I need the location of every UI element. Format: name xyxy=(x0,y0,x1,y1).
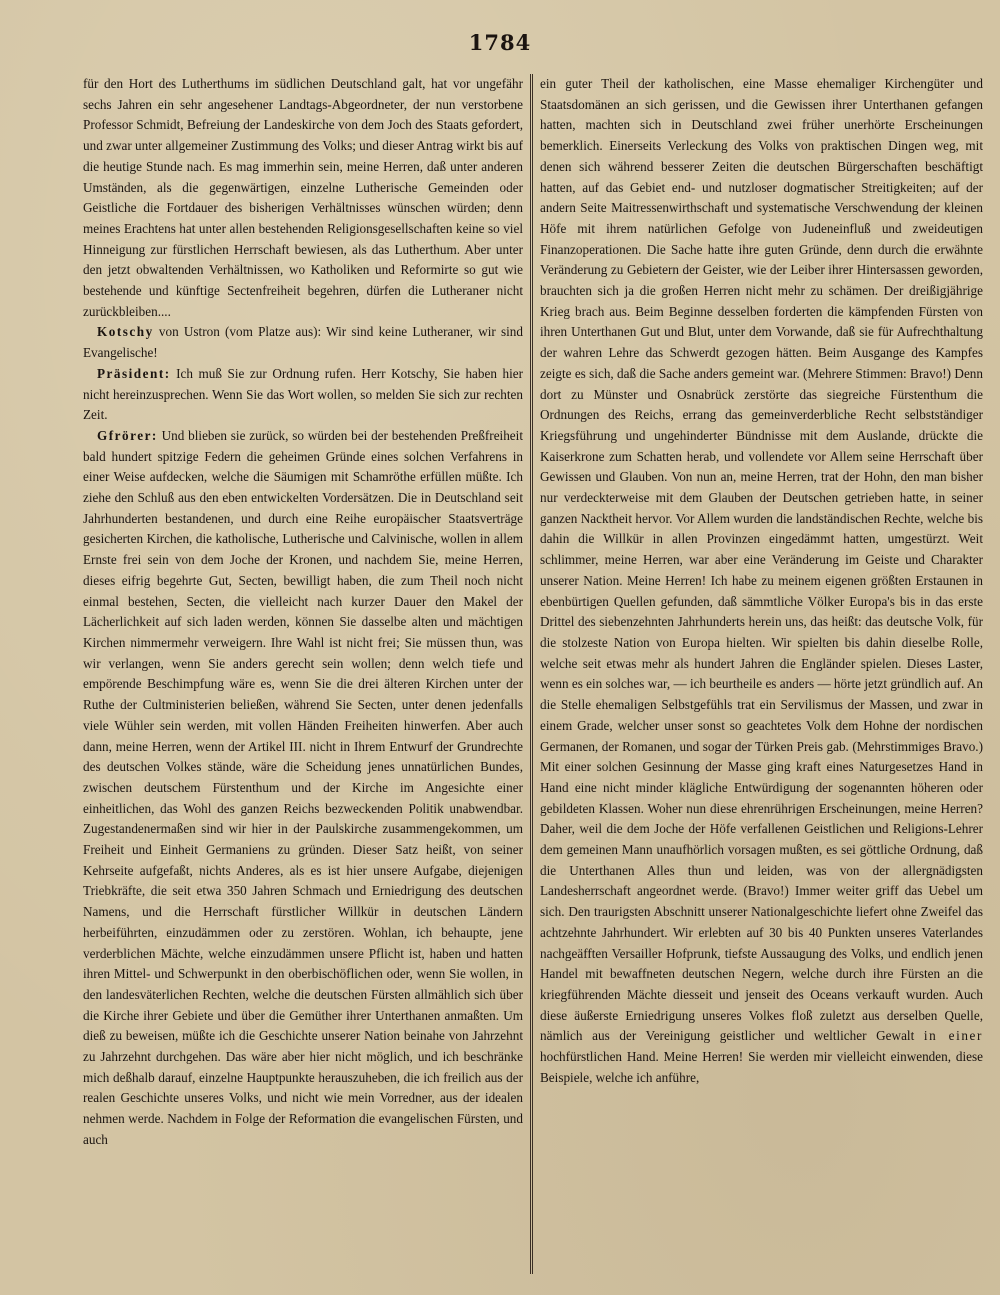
speaker-name: Gfrörer: xyxy=(97,427,158,443)
paragraph xyxy=(83,426,523,1151)
speech-text: von Ustron (vom Platze aus): Wir sind keine Lutheraner, wir sind Evangelische! xyxy=(83,324,523,361)
paragraph: für den Hort des Lutherthums im südlichen Deutschland galt, hat vor ungefähr sechs Jahren ein sehr angesehener Landtags-Abgeordneter, der nun verstorbene Professor Schmidt, Befreiung der Landeskirche von dem Joch des Staats gefordert, und zwar unter allgemeiner Zustimmung des Volks; und dieser Antrag wirkt bis auf die heutige Stunde nach. Es mag immerhin sein, meine Herren, daß unter anderen Umständen, als die gegenwärtigen, einzelne Lutherische Gemeinden oder Geistliche die Fortdauer des bisherigen Verhältnisses wünschen würden; denn meines Erachtens hat unter allen bestehenden Religionsgesellschaften keine so viel Hinneigung zur fürstlichen Herrschaft bewiesen, als das Lutherthum. Aber unter den jetzt obwaltenden Verhältnissen, wo Katholiken und Reformirte so gut wie bestehende und künftige Sectenfreiheit begehren, dürfen die Lutheraner nicht zurückbleiben.... xyxy=(83,76,523,319)
right-column xyxy=(540,74,983,1279)
speech-text: Ich muß Sie zur Ordnung rufen. Herr Kotschy, Sie haben hier nicht hereinzusprechen. Wenn Sie das Wort wollen, so melden Sie sich zur rechten Zeit. xyxy=(83,365,523,423)
speech-text: hochfürstlichen Hand. Meine Herren! Sie werden mir vielleicht einwenden, diese Beispiele, welche ich anführe, xyxy=(540,1049,983,1085)
speech-text: Und blieben sie zurück, so würden bei der bestehenden Preßfreiheit bald hundert spitzige Federn die geheimen Gründe eines solchen Verfahrens in einer Weise aufdecken, welche die Säumigen mit Schamröthe erfüllen müßte. Ich ziehe den Schluß aus den eben entwickelten Vordersätzen. Die in Deutschland seit Jahrhunderten bestandenen, und durch eine Reihe europäischer Staatsverträge gesicherten Kirchen, die katholische, Lutherische und Calvinische, wollen in allem Ernste frei sein von dem Joche der Kronen, und nachdem Sie, meine Herren, dieses eifrig begehrte Gut, Secten, bewilligt haben, die zum Theil noch nicht einmal bestehen, Secten, die vielleicht nach kurzer Dauer den Makel der Lächerlichkeit auf sich laden werden, können Sie dasselbe alten und mächtigen Kirchen nimmermehr verweigern. Ihre Wahl ist nicht frei; Sie müssen thun, was wir verlangen, wenn Sie anders gerecht sein wollen; denn welch tiefe und empörende Beschimpfung wäre es, wenn Sie die drei älteren Kirchen unter der Ruthe der Cultministerien beließen, während Sie Secten, unter denen jedenfalls viele Wühler sein werden, mit vollen Händen Freiheiten hinwerfen. Aber auch dann, meine Herren, wenn der Artikel III. nicht in Ihrem Entwurf der Grundrechte des deutschen Volkes stände, wäre die Scheidung jenes unnatürlichen Bundes, zwischen deutschem Fürstenthum und der Kirche im Angesichte einer einheitlichen, das Wohl des ganzen Reichs bezweckenden Politik unabwendbar. Zugestandenermaßen sind wir hier in der Paulskirche zusammengekommen, um Freiheit und Einheit Germaniens zu gründen. Dieser Satz heißt, von seiner Kehrseite aufgefaßt, nichts Anderes, als es ist hier unsere Aufgabe, diejenigen Triebkräfte, die seit etwa 350 Jahren Schmach und Erniedrigung des deutschen Namens, und die Herrschaft fürstlicher Willkür in deutschen Ländern herbeiführten, einzudämmen oder zu zerstören. Wohlan, ich behaupte, jene verderblichen Mächte, welche einzudämmen unsere Pflicht ist, haben und hatten ihren Mittel- und Schwerpunkt in den oberbischöflichen oder, wenn Sie wollen, in den landesväterlichen Rechten, welche die deutschen Fürsten allmählich sich über die Kirche ihrer Gebiete und über die Gemüther ihrer Unterthanen anmaßten. Um dieß zu beweisen, müßte ich die Geschichte unserer Nation beinahe von Jahrzehnt zu Jahrzehnt durchgehen. Das wäre aber hier nicht möglich, und ich beschränke mich deßhalb darauf, einzelne Hauptpunkte herauszuheben, die ich freilich aus der realen Geschichte unseres Volks, und nicht wie mein Vorredner, aus der idealen nehmen werde. Nachdem in Folge der Reformation die evangelischen Fürsten, und auch xyxy=(83,427,523,1147)
emphasis-text: in einer xyxy=(923,1028,983,1044)
paragraph xyxy=(83,322,523,363)
page-number: 1784 xyxy=(468,30,532,55)
paragraph xyxy=(83,364,523,426)
speaker-name: Kotschy xyxy=(97,324,154,340)
paragraph xyxy=(540,74,983,1088)
speech-text: ein guter Theil der katholischen, eine Masse ehemaliger Kirchengüter und Staatsdomänen an sich gerissen, und die Gewissen ihrer Unterthanen gefangen hatten, machten sich in Deutschland zwei früher unerhörte Erscheinungen bemerklich. Einerseits Verleckung des Volks von praktischen Dingen weg, mit denen sich während besserer Zeiten die deutschen Bürgerschaften beschäftigt hatten, auf das Gebiet end- und nutzloser dogmatischer Streitigkeiten; auf der andern Seite Maitressenwirthschaft und systematische Verschwendung der kleinen Höfe mit ihrem natürlichen Gefolge von Judeneinfluß und zweideutigen Finanzoperationen. Die Sache hatte ihre guten Gründe, denn durch die erwähnte Veränderung zu Gebietern der Geister, wie der Leiber ihrer Hintersassen geworden, brauchten sich ja die großen Herren nicht mehr zu schämen. Der dreißigjährige Krieg brach aus. Beim Beginne desselben forderten die kämpfenden Fürsten von ihren Unterthanen Gut und Blut, unter dem Vorwande, daß sie für Aufrechthaltung der wahren Lehre das Schwerdt gezogen hätten. Beim Ausgange des Kampfes zeigte es sich, daß die Sache anders gemeint war. (Mehrere Stimmen: Bravo!) Denn dort zu Münster und Osnabrück zerstörte das siegreiche Fürstenthum die Ordnungen des Reichs, errang das gemeinverderbliche Recht selbstständiger Kriegsführung und ungehinderter Bündnisse mit dem Auslande, drückte die Kaiserkrone zum Schatten herab, und vollendete vor Allem seine Herrschaft über Gewissen und Glauben. Von nun an, meine Herren, trat der Hohn, den man bisher nur verdeckterweise mit dem Glauben der Deutschen getrieben hatte, in seiner ganzen Nacktheit hervor. Vor Allem wurden die landständischen Rechte, welche bis dahin die Willkür in allen Provinzen eingedämmt hatten, umgestürzt. Weit schlimmer, meine Herren, war aber eine Veränderung im Geiste und Charakter unserer Nation. Meine Herren! Ich habe zu meinem eigenen größten Erstaunen in ebenbürtigen Quellen gefunden, daß sämmtliche Völker Europa's bis in das erste Drittel des siebenzehnten Jahrhunderts herein uns, das heißt: das deutsche Volk, für die stolzeste Nation von Europa hielten. Wir spielten bis dahin dieselbe Rolle, welche seit etwas mehr als hundert Jahren die Engländer spielen. Dieses Laster, wenn es ein solches war, — ich beurtheile es anders — hörte jetzt gründlich auf. An die Stelle ehemaligen Selbstgefühls trat ein Servilismus der Massen, und zwar in einem Grade, welcher unser sonst so geachtetes Volk dem Hohne der nordischen Germanen, der Romanen, und sogar der Türken Preis gab. (Mehrstimmiges Bravo.) Mit einer solchen Gesinnung der Masse ging kraft eines Naturgesetzes Hand in Hand eine nicht minder klägliche Entwürdigung der sogenannten höheren oder gebildeten Klassen. Woher nun diese ehrenrührigen Erscheinungen, meine Herren? Daher, weil die dem Joche der Höfe verfallenen Geistlichen und Religions-Lehrer dem gemeinen Mann unaufhörlich vorsagen mußten, es sei göttliche Ordnung, daß die Unterthanen Alles thun und leiden, was von der allergnädigsten Landesherrschaft angeordnet werde. (Bravo!) Immer weiter griff das Uebel um sich. Den traurigsten Abschnitt unserer Nationalgeschichte liefert ohne Zweifel das achtzehnte Jahrhundert. Wir erlebten auf 30 bis 40 Punkten unseres Vaterlandes nachgeäfften Versailler Hofprunk, tiefste Aussaugung des Volks, und endlich jenen Handel mit bewaffneten deutschen Negern, welche durch ihre Fürsten an die kriegführenden Mächte diesseit und jenseit des Oceans verkauft wurden. Auch diese äußerste Erniedrigung unseres Volkes floß zuletzt aus derselben Quelle, nämlich aus der Vereinigung geistlicher und weltlicher Gewalt xyxy=(540,76,983,1044)
left-column xyxy=(83,74,523,1279)
column-divider xyxy=(530,74,533,1274)
speaker-name: Präsident: xyxy=(97,365,171,381)
